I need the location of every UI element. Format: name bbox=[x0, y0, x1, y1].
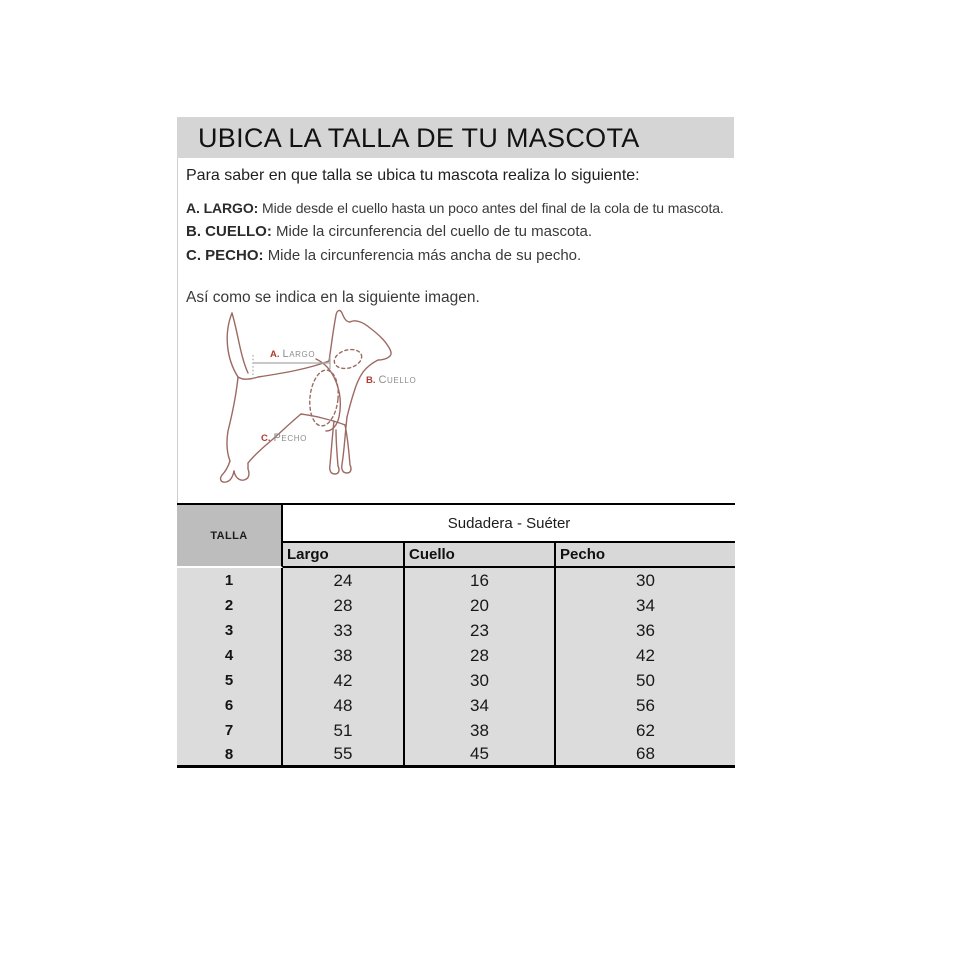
label-pecho-prefix: C. bbox=[261, 433, 271, 444]
pecho-cell: 42 bbox=[556, 643, 735, 668]
largo-cell: 48 bbox=[283, 693, 405, 718]
talla-cell: 8 bbox=[177, 743, 283, 768]
size-table bbox=[177, 503, 735, 768]
pecho-cell: 34 bbox=[556, 593, 735, 618]
instruction-cuello-text: Mide la circunferencia del cuello de tu mascota. bbox=[276, 223, 592, 240]
hind-rear-edge bbox=[227, 377, 238, 461]
pecho-cell: 68 bbox=[556, 743, 735, 768]
pecho-cell: 30 bbox=[556, 568, 735, 593]
front-leg-near bbox=[342, 417, 351, 473]
table-row bbox=[177, 618, 735, 643]
cuello-cell: 16 bbox=[405, 568, 556, 593]
talla-corner-header: TALLA bbox=[177, 505, 283, 568]
largo-cell: 42 bbox=[283, 668, 405, 693]
largo-cell: 24 bbox=[283, 568, 405, 593]
label-cuello-name: Cuello bbox=[378, 374, 417, 386]
table-row bbox=[177, 668, 735, 693]
tail-outer bbox=[227, 313, 238, 377]
talla-cell: 3 bbox=[177, 618, 283, 643]
table-row bbox=[177, 593, 735, 618]
rear-paw-1 bbox=[221, 461, 234, 482]
back-line bbox=[238, 361, 329, 379]
cuello-cell: 20 bbox=[405, 593, 556, 618]
cuello-cell: 23 bbox=[405, 618, 556, 643]
column-header-largo: Largo bbox=[283, 543, 405, 568]
talla-cell: 5 bbox=[177, 668, 283, 693]
talla-cell: 2 bbox=[177, 593, 283, 618]
instruction-largo-text: Mide desde el cuello hasta un poco antes del final de la cola de tu mascota. bbox=[262, 200, 724, 216]
pecho-cell: 50 bbox=[556, 668, 735, 693]
table-header-group-row bbox=[177, 505, 735, 543]
label-cuello-prefix: B. bbox=[366, 375, 376, 386]
label-pecho bbox=[261, 432, 307, 444]
cuello-cell: 30 bbox=[405, 668, 556, 693]
table-row bbox=[177, 743, 735, 768]
table-row bbox=[177, 568, 735, 593]
pecho-cell: 62 bbox=[556, 718, 735, 743]
largo-cell: 38 bbox=[283, 643, 405, 668]
front-leg-far bbox=[330, 421, 339, 474]
cuello-cell: 45 bbox=[405, 743, 556, 768]
instruction-pecho-label: C. PECHO: bbox=[186, 247, 264, 264]
intro-text: Para saber en que talla se ubica tu mascota realiza lo siguiente: bbox=[186, 167, 640, 184]
label-cuello bbox=[366, 374, 416, 386]
instruction-pecho bbox=[186, 247, 734, 264]
tail-inner bbox=[232, 313, 248, 373]
talla-cell: 1 bbox=[177, 568, 283, 593]
largo-cell: 28 bbox=[283, 593, 405, 618]
label-largo-prefix: A. bbox=[270, 349, 280, 360]
instruction-cuello-label: B. CUELLO: bbox=[186, 223, 272, 240]
instruction-cuello bbox=[186, 223, 734, 240]
image-caption: Así como se indica en la siguiente imagen. bbox=[186, 289, 480, 306]
table-row bbox=[177, 718, 735, 743]
instruction-pecho-text: Mide la circunferencia más ancha de su pecho. bbox=[267, 247, 582, 264]
group-header: Sudadera - Suéter bbox=[283, 505, 735, 543]
rear-paw-2 bbox=[234, 463, 249, 480]
talla-cell: 6 bbox=[177, 693, 283, 718]
page-title: UBICA LA TALLA DE TU MASCOTA bbox=[177, 117, 734, 158]
pecho-cell: 56 bbox=[556, 693, 735, 718]
column-header-cuello: Cuello bbox=[405, 543, 556, 568]
instruction-largo bbox=[186, 200, 734, 216]
table-row bbox=[177, 643, 735, 668]
label-pecho-name: Pecho bbox=[273, 432, 307, 444]
talla-cell: 4 bbox=[177, 643, 283, 668]
neck-measure-ellipse bbox=[332, 346, 364, 371]
largo-cell: 55 bbox=[283, 743, 405, 768]
cuello-cell: 38 bbox=[405, 718, 556, 743]
dog-outline bbox=[221, 311, 391, 483]
largo-cell: 33 bbox=[283, 618, 405, 643]
label-largo bbox=[270, 348, 315, 360]
table-row bbox=[177, 693, 735, 718]
pecho-cell: 36 bbox=[556, 618, 735, 643]
cuello-cell: 28 bbox=[405, 643, 556, 668]
label-largo-name: Largo bbox=[282, 348, 316, 360]
dog-measurement-diagram bbox=[208, 303, 443, 493]
largo-cell: 51 bbox=[283, 718, 405, 743]
talla-cell: 7 bbox=[177, 718, 283, 743]
cuello-cell: 34 bbox=[405, 693, 556, 718]
column-header-pecho: Pecho bbox=[556, 543, 735, 568]
instruction-largo-label: A. LARGO: bbox=[186, 200, 259, 216]
